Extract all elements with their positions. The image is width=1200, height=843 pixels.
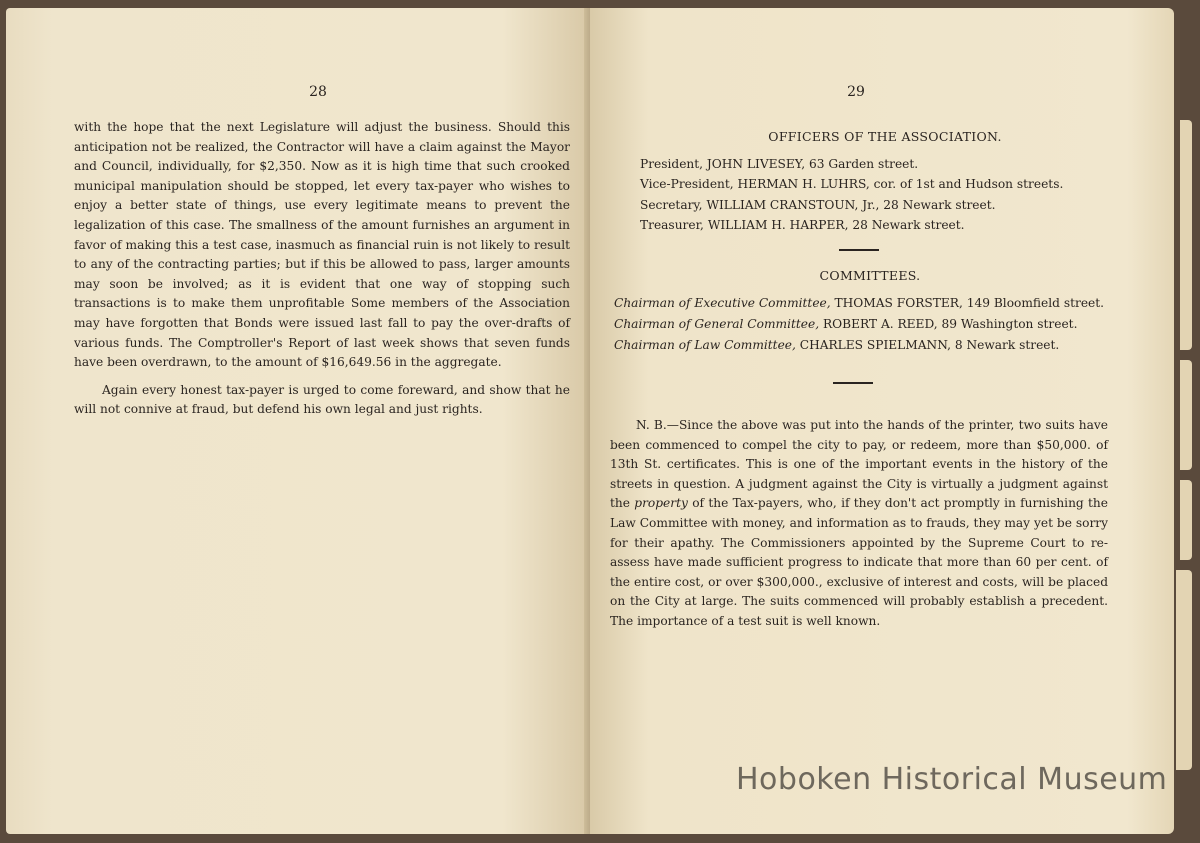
officer-row <box>640 195 1110 215</box>
page-edge <box>1180 360 1192 470</box>
page-number-right: 29 <box>847 84 865 100</box>
page-edge <box>1180 120 1192 350</box>
committee-name: CHARLES SPIELMANN, <box>799 338 951 352</box>
officer-row <box>640 174 1110 194</box>
officers-heading: OFFICERS OF THE ASSOCIATION. <box>768 129 1002 144</box>
officers-list <box>640 154 1110 235</box>
museum-watermark: Hoboken Historical Museum <box>736 762 1168 797</box>
officer-role: President, <box>640 157 704 171</box>
committee-row <box>614 314 1144 335</box>
committee-name: ROBERT A. REED, <box>822 317 938 331</box>
nb-emphasis: property <box>634 496 688 511</box>
committee-row <box>614 293 1144 314</box>
officer-role: Secretary, <box>640 197 703 212</box>
page-edges <box>1172 60 1192 700</box>
committee-role: Chairman of Law Committee, <box>614 338 796 352</box>
officer-address: cor. of 1st and Hudson streets. <box>873 177 1064 192</box>
committee-role: Chairman of Executive Committee, <box>614 296 831 310</box>
officer-address: 63 Garden street. <box>809 157 919 171</box>
page-edge <box>1180 480 1192 560</box>
committee-address: 89 Washington street. <box>941 317 1078 331</box>
officer-name: HERMAN H. LUHRS, <box>737 177 870 192</box>
committee-address: 149 Bloomfield street. <box>966 296 1105 310</box>
officer-row <box>640 215 1110 235</box>
divider-rule <box>839 249 879 251</box>
committees-heading: COMMITTEES. <box>819 268 921 283</box>
officer-name: JOHN LIVESEY, <box>706 157 806 171</box>
right-page <box>590 8 1174 834</box>
committees-list <box>614 293 1144 356</box>
officer-address: 28 Newark street. <box>852 217 965 232</box>
divider-rule <box>833 382 873 384</box>
officer-role: Vice-President, <box>640 177 734 192</box>
paragraph: with the hope that the next Legislature will adjust the business. Should this anticipation not be realized, the Contractor will have a claim against the Mayor and Council, individually, for $2,350. Now as it is high time that such crooked municipal manipulation should be stopped, let every tax-payer who wishes to enjoy a better state of things, use every legitimate means to prevent the legalization of this case. The smallness of the amount furnishes an argument in favor of making this a test case, inasmuch as financial ruin is not likely to result to any of the contracting parties; but if this be allowed to pass, larger amounts may soon be involved; as it is evident that one way of stopping such transactions is to make them unprofitable Some members of the Association may have forgotten that Bonds were issued last fall to pay the over-drafts of various funds. The Comptroller's Report of last week shows that seven funds have been overdrawn, to the amount of $16,649.56 in the aggregate. <box>74 120 570 370</box>
left-page-body <box>74 118 570 420</box>
officer-name: WILLIAM H. HARPER, <box>707 217 849 232</box>
nota-bene-paragraph <box>610 416 1108 632</box>
officer-role: Treasurer, <box>640 217 704 232</box>
nb-text: N. B.—Since the above was put into the hands of the printer, two suits have been commenced to compel the city to pay, or redeem, more than $50,000. of 13th St. certificates. This is one of the important events in the history of the streets in question. A judgment against the City is virtually a judgment against the <box>610 418 1108 511</box>
committee-address: 8 Newark street. <box>954 338 1060 352</box>
officer-name: WILLIAM CRANSTOUN, Jr., <box>706 197 880 212</box>
officer-address: 28 Newark street. <box>883 197 996 212</box>
nb-text: of the Tax-payers, who, if they don't act promptly in furnishing the Law Committee with money, and information as to frauds, they may yet be sorry for their apathy. The Commissioners appointed by the Supreme Court to re-assess have made sufficient progress to indicate that more than 60 per cent. of the entire cost, or over $300,000., exclusive of interest and costs, will be placed on the City at large. The suits commenced will probably establish a precedent. The importance of a test suit is well known. <box>610 496 1108 628</box>
page-number-left: 28 <box>309 84 327 100</box>
committee-name: THOMAS FORSTER, <box>834 296 963 310</box>
committee-row <box>614 335 1144 356</box>
paragraph: Again every honest tax-payer is urged to come foreward, and show that he will not connive at fraud, but defend his own legal and just rights. <box>74 382 570 417</box>
officer-row <box>640 154 1110 174</box>
page-edge <box>1176 570 1192 770</box>
committee-role: Chairman of General Committee, <box>614 317 820 331</box>
left-page <box>6 8 590 834</box>
